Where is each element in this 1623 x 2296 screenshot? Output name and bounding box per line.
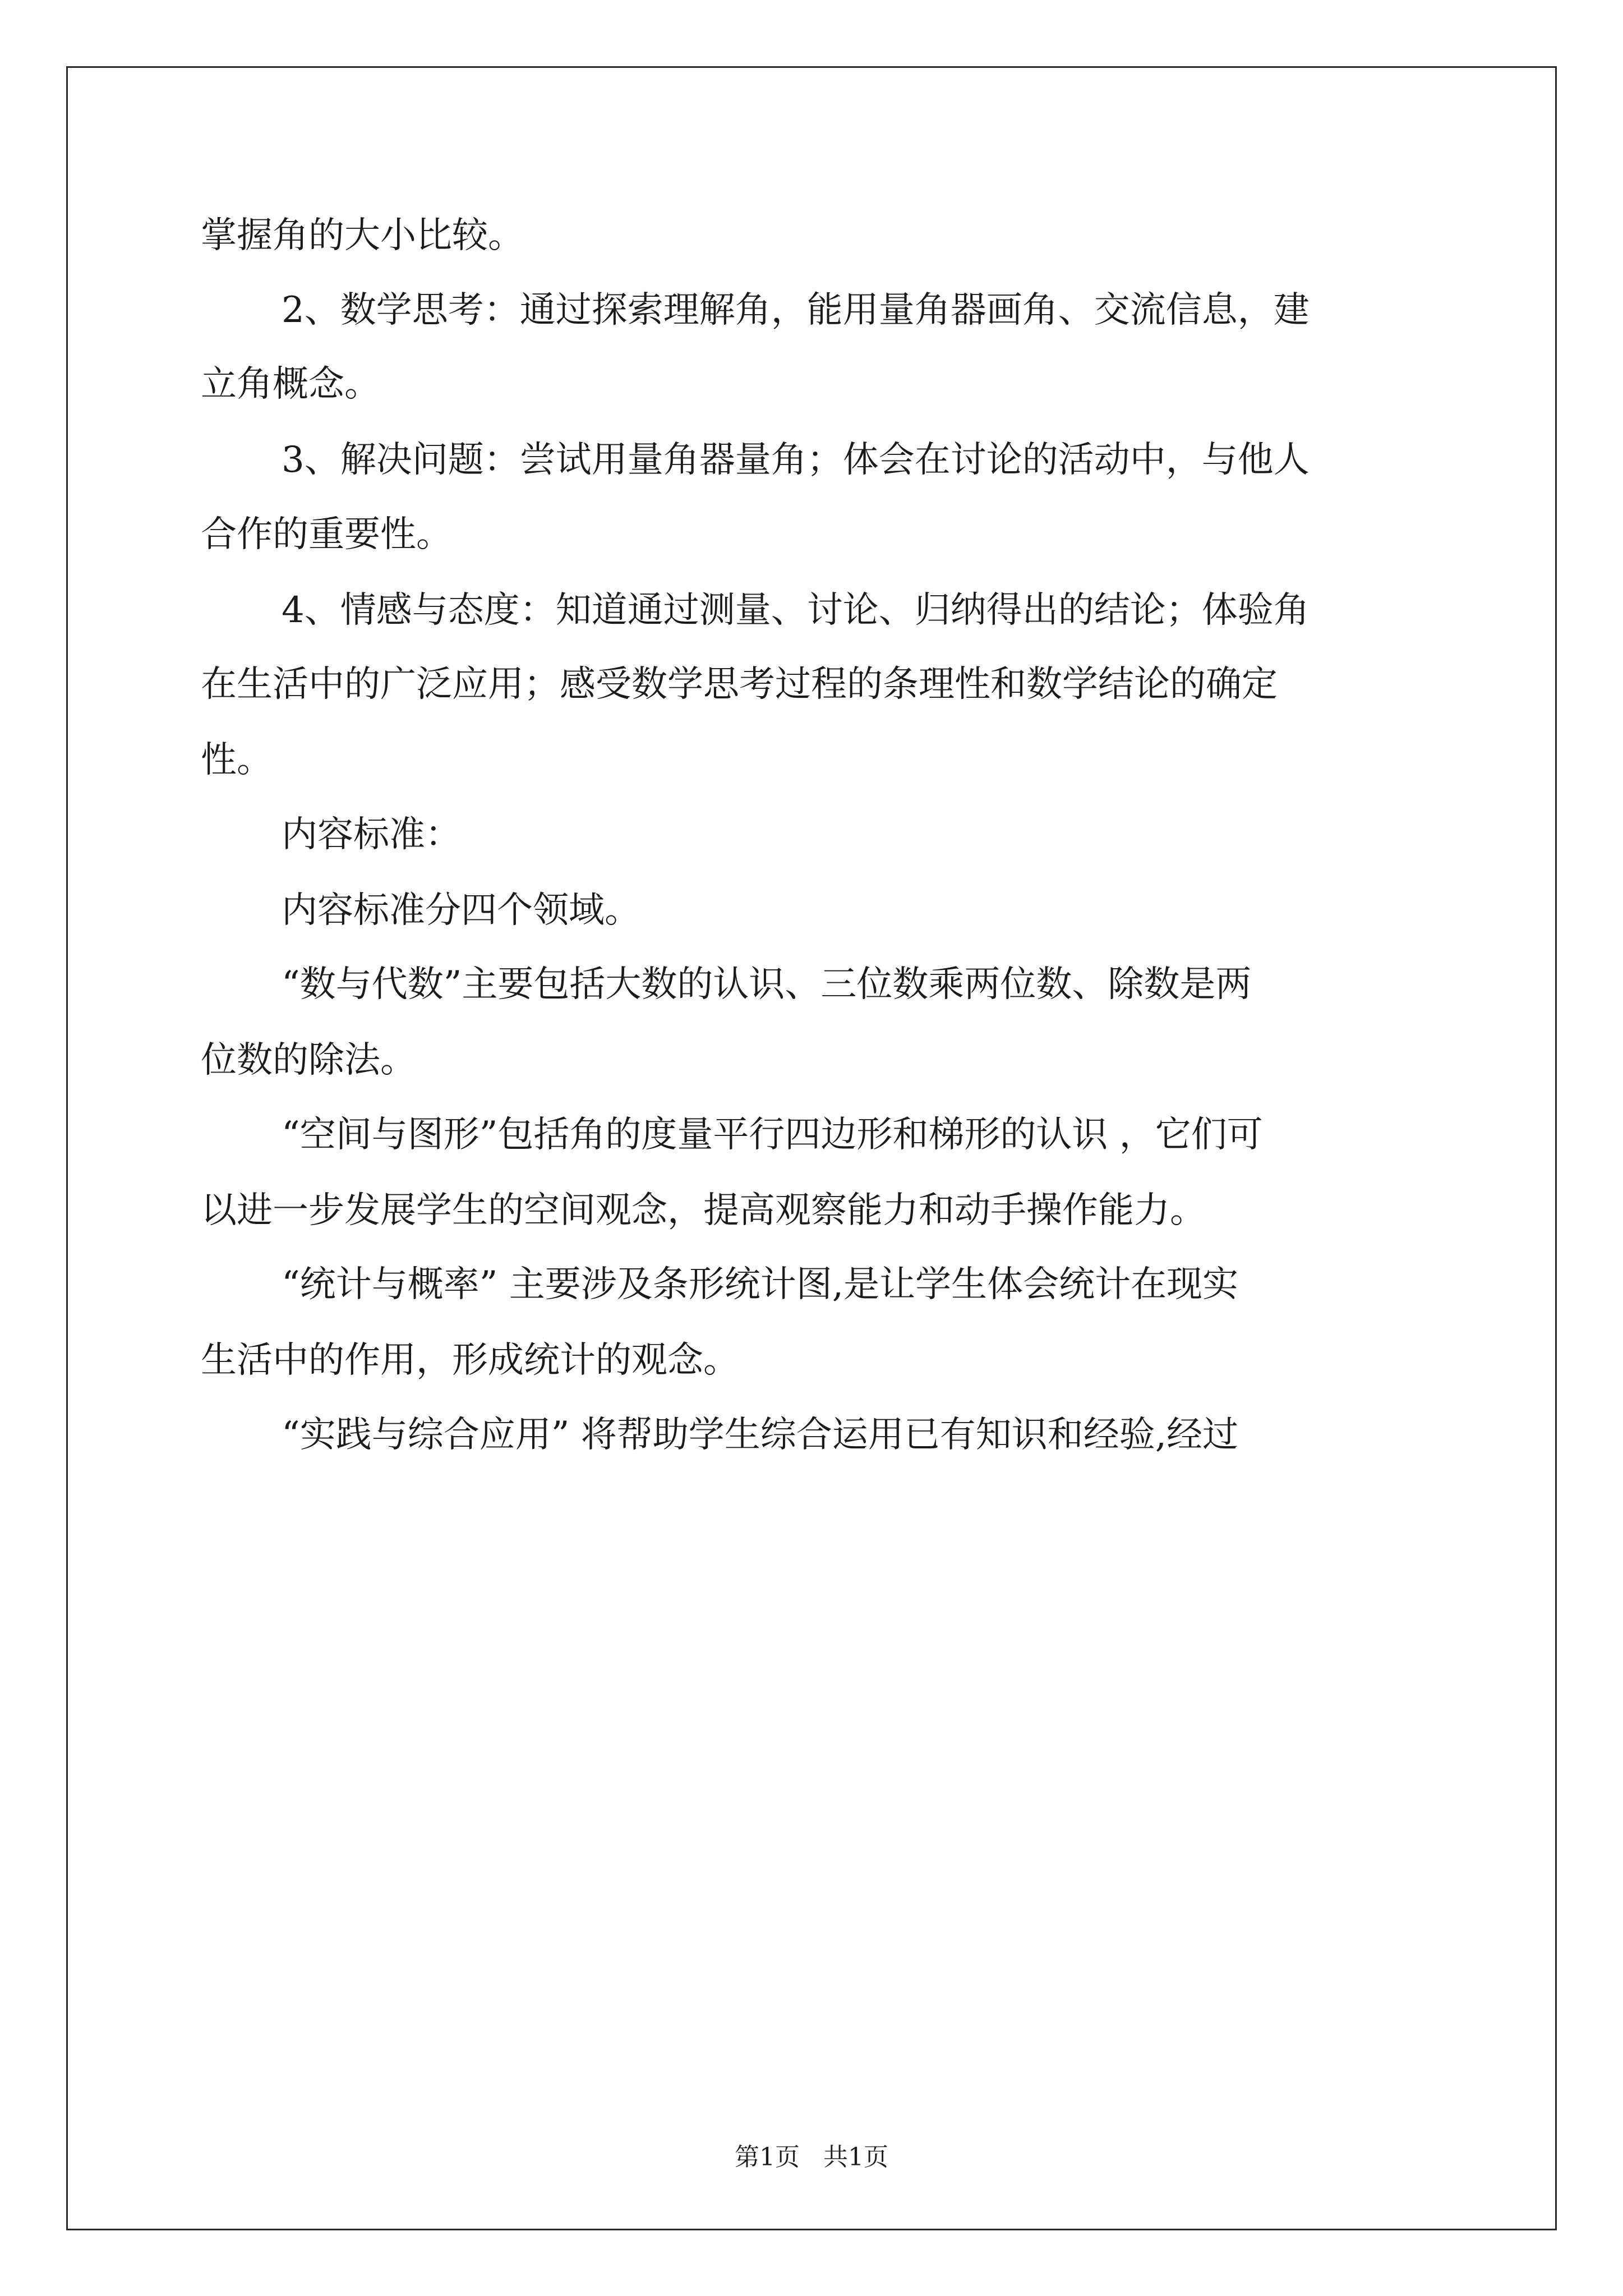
text-line-6: 4、情感与态度：知道通过测量、讨论、归纳得出的结论；体验角 <box>282 590 1310 631</box>
text-line-2: 2、数学思考：通过探索理解角，能用量角器画角、交流信息，建 <box>282 289 1310 331</box>
text-line-9: 内容标准： <box>282 814 461 855</box>
text-line-13: “空间与图形”包括角的度量平行四边形和梯形的认识 ，它们可 <box>282 1114 1263 1156</box>
text-line-1: 掌握角的大小比较。 <box>201 215 524 256</box>
page-number-footer: 第1页 共1页 <box>735 2143 888 2171</box>
text-line-8: 性。 <box>201 739 273 781</box>
text-line-11: “数与代数”主要包括大数的认识、三位数乘两位数、除数是两 <box>282 964 1252 1005</box>
text-line-5: 合作的重要性。 <box>201 514 452 555</box>
text-line-12: 位数的除法。 <box>201 1039 416 1081</box>
text-line-15: “统计与概率” 主要涉及条形统计图,是让学生体会统计在现实 <box>282 1264 1239 1305</box>
text-line-16: 生活中的作用，形成统计的观念。 <box>201 1340 739 1381</box>
text-line-17: “实践与综合应用” 将帮助学生综合运用已有知识和经验,经过 <box>282 1414 1239 1456</box>
text-line-7: 在生活中的广泛应用；感受数学思考过程的条理性和数学结论的确定 <box>201 664 1278 705</box>
text-line-10: 内容标准分四个领域。 <box>282 890 640 931</box>
text-line-4: 3、解决问题：尝试用量角器量角；体会在讨论的活动中，与他人 <box>282 439 1310 481</box>
text-line-14: 以进一步发展学生的空间观念，提高观察能力和动手操作能力。 <box>201 1190 1206 1231</box>
text-line-3: 立角概念。 <box>201 364 380 405</box>
